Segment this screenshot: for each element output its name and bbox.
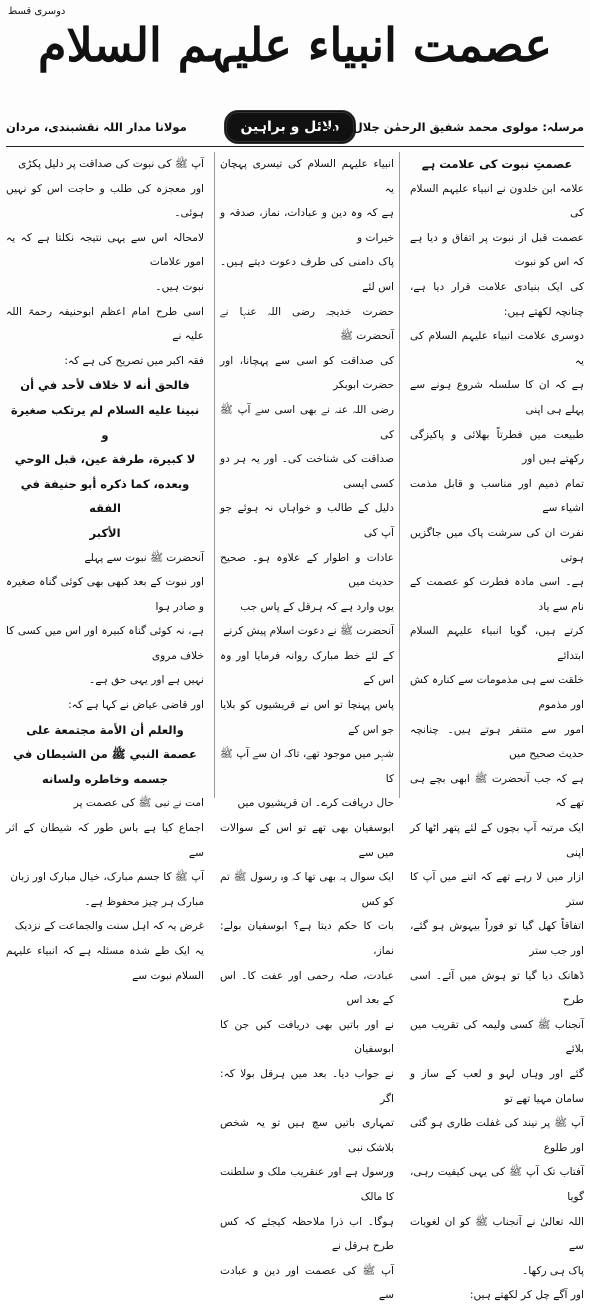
arabic-quote-line: لا كبيرة، طرفة عين، قبل الوحي: [14, 452, 196, 467]
article-line: آپ ﷺ کی نبوت کی صداقت پر دلیل پکڑی: [18, 158, 204, 170]
installment-note: دوسری قسط: [8, 6, 66, 17]
article-line: ورسول ہے اور عنقریب ملک و سلطنت کا مالک: [220, 1166, 394, 1203]
article-line: ہے۔ اسی مادہ فطرت کو عصمت کے نام سے یاد: [410, 576, 584, 613]
article-line: نے جواب دیا۔ بعد میں ہرقل بولا کہ: اگر: [220, 1067, 394, 1105]
article-line: ہے کہ وہ دین و عبادات، نماز، صدقہ و خیرات و: [220, 207, 394, 244]
article-line: دلیل کے طالب و خواہاں نہ ہوئے جو آپ کی: [220, 502, 394, 539]
arabic-quote-line: فالحق أنه لا خلاف لأحد في أن: [20, 378, 190, 393]
article-columns: [6, 152, 584, 1302]
article-line: اور آگے چل کر لکھتے ہیں:: [469, 1289, 584, 1302]
arabic-quote-line: جسمه وخاطره ولسانه: [42, 771, 168, 786]
column-middle: [214, 152, 400, 1302]
column-left: [6, 152, 204, 982]
article-line: ابوسفیان بھی تھے تو اس کے سوالات میں سے: [220, 822, 394, 859]
byline-row: [6, 108, 584, 142]
article-line: پاک دامنی کی طرف دعوت دیتے ہیں۔ اس لئے: [220, 256, 394, 293]
article-line: نفرت ان کی سرشت پاک میں جاگزیں ہوتی: [410, 526, 584, 564]
article-line: نے اور باتیں بھی دریافت کیں جن کا ابوسفیان: [220, 1018, 394, 1056]
article-line: اللہ تعالیٰ نے آنجناب ﷺ کو ان لغویات سے: [410, 1215, 584, 1253]
article-line: لامحالہ اس سے یہی نتیجہ نکلتا ہے کہ یہ امور علامات: [6, 231, 204, 269]
article-line: آنحضرت ﷺ نے دعوت اسلام پیش کرنے: [223, 625, 394, 638]
article-line: اجماع کیا ہے باس طور کہ شیطان کے اثر سے: [6, 822, 204, 859]
section-ribbon: دلائل و براہین: [224, 110, 356, 144]
article-line: امور سے متنفر ہوتے ہیں۔ چنانچہ حدیث صحیح میں: [410, 723, 584, 761]
article-line: ازار میں لا رہے تھے کہ اتنے میں آپ کا ستر: [410, 871, 584, 908]
article-line: رضی اللہ عنہ نے بھی اسی سے آپ ﷺ کی: [220, 403, 394, 441]
article-line: شہر میں موجود تھے، تاکہ ان سے آپ ﷺ کا: [220, 748, 394, 785]
article-line: ڈھانک دیا گیا تو ہوش میں آئے۔ اسی طرح: [410, 969, 584, 1007]
author-byline: مولانا مدار اللہ نقشبندی، مردان: [6, 120, 187, 134]
article-line: ہے، نہ کوئی گناہ کبیرہ اور اس میں کسی کا خلاف مروی: [6, 625, 204, 662]
arabic-quote-line: نبينا عليه السلام لم يرتكب صغيرة و: [10, 402, 200, 442]
article-line: عادات و اطوار کے علاوہ ہو۔ صحیح حدیث میں: [220, 551, 394, 589]
article-line: طبیعت میں فطرتاً بھلائی و پاکیزگی رکھتے ہیں اور: [410, 428, 584, 466]
article-line: آپ ﷺ کا جسم مبارک، خیال مبارک اور زبان: [10, 871, 204, 884]
article-line: حضرت خدیجہ رضی اللہ عنہا نے آنحضرت ﷺ: [220, 305, 394, 343]
article-line: نبوت ہیں۔: [155, 280, 204, 293]
article-line: ہے کہ جب آنحضرت ﷺ ابھی بچے ہی تھے کہ: [410, 772, 584, 810]
article-line: آنحضرت ﷺ نبوت سے پہلے: [84, 551, 204, 564]
article-title: عصمت انبیاء علیہم السلام: [37, 18, 553, 72]
arabic-quote-line: الأكبر: [89, 525, 121, 540]
article-line: دوسری علامت انبیاء علیہم السلام کی یہ: [410, 330, 584, 367]
arabic-quote-line: وبعده، كما ذكره أبو حنيفة في الفقه: [20, 476, 190, 516]
article-line: صداقت کی شناخت کی۔ اور یہ ہر دو کسی ایسی: [220, 453, 394, 490]
article-line: بات کا حکم دیتا ہے؟ ابوسفیان بولے: نماز،: [220, 920, 394, 957]
article-line: تمہاری باتیں سچ ہیں تو یہ شخص بلاشک نبی: [220, 1117, 394, 1154]
arabic-quote-line: والعلم أن الأمة مجتمعة على: [26, 722, 184, 737]
article-line: کے لئے خط مبارک روانہ فرمایا اور وہ اس کے: [220, 649, 394, 687]
article-line: آنجناب ﷺ کسی ولیمہ کی تقریب میں بلائے: [410, 1018, 584, 1056]
article-line: اور قاضی عیاض نے کہا ہے کہ:: [68, 699, 204, 712]
article-line: اور معجزہ کی طلب و حاجت اس کو نہیں ہوئی۔: [6, 182, 204, 220]
article-line: کرتے ہیں، گویا انبیاء علیہم السلام ابتدائے: [410, 625, 584, 662]
column-subhead: عصمتِ نبوت کی علامت ہے: [421, 157, 573, 171]
article-line: آپ ﷺ پر نیند کی غفلت طاری ہو گئی اور طلوع: [410, 1117, 584, 1154]
article-line: انبیاء علیہم السلام کی تیسری پہچان یہ: [220, 158, 394, 195]
article-line: پاک ہی رکھا۔: [522, 1264, 584, 1277]
arabic-quote-line: عصمة النبي ﷺ من الشيطان في: [13, 747, 197, 762]
article-line: یہ ایک طے شدہ مسئلہ ہے کہ انبیاء علیہم السلام نبوت سے: [6, 945, 204, 982]
article-line: ہوگا۔ اب ذرا ملاحظہ کیجئے کہ کس طرح ہرقل نے: [220, 1215, 394, 1253]
article-line: آفتاب تک آپ ﷺ کی یہی کیفیت رہی، گویا: [410, 1166, 584, 1203]
article-line: کی صداقت کو اسی سے پہچانا، اور حضرت ابوبکر: [220, 354, 394, 392]
article-line: گئے اور وہاں لہو و لعب کے ساز و سامان مہیا تھے تو: [410, 1067, 584, 1105]
article-line: اتفاقاً کھل گیا تو فوراً بیہوش ہو گئے، اور جب ستر: [410, 920, 584, 957]
article-line: غرض یہ کہ اہل سنت والجماعت کے نزدیک: [14, 920, 204, 933]
article-line: ایک مرتبہ آپ بچوں کے لئے پتھر اٹھا کر اپنی: [410, 822, 584, 859]
article-line: تمام ذمیم اور مناسب و قابل مذمت اشیاء سے: [410, 477, 584, 515]
article-line: علامہ ابن خلدون نے انبیاء علیہم السلام کی: [410, 182, 584, 220]
article-line: نہیں ہے اور یہی حق ہے۔: [89, 674, 204, 687]
article-line: ہے کہ ان کا سلسلہ شروع ہونے سے پہلے ہی اپنی: [410, 379, 584, 416]
article-line: آپ ﷺ کی عصمت اور دین و عبادت سے: [220, 1264, 394, 1302]
article-line: حال دریافت کرے۔ ان قریشیوں میں: [237, 797, 394, 810]
article-line: امت نے نبی ﷺ کی عصمت پر: [73, 797, 204, 810]
article-line: ایک سوال یہ بھی تھا کہ وہ رسول ﷺ تم کو کس: [220, 871, 394, 908]
article-line: اسی طرح امام اعظم ابوحنیفہ رحمۃ اللہ علیہ نے: [6, 305, 204, 343]
article-line: فقہ اکبر میں تصریح کی ہے کہ:: [64, 354, 204, 367]
article-line: یوں وارد ہے کہ ہرقل کے پاس جب: [240, 600, 394, 613]
article-line: پاس پہنچا تو اس نے قریشیوں کو بلایا جو اس کے: [220, 699, 394, 736]
article-line: عبادت، صلہ رحمی اور عفت کا۔ اس کے بعد اس: [220, 969, 394, 1007]
article-line: عصمت قبل از نبوت پر اتفاق و دیا ہے کہ اس کو نبوت: [410, 231, 584, 269]
header-divider: [6, 146, 584, 147]
article-line: خلقت سے ہی مذمومات سے کنارہ کش اور مذموم: [410, 674, 584, 712]
column-right: [410, 152, 584, 1302]
article-line: کی ایک بنیادی علامت قرار دیا ہے، چنانچہ لکھتے ہیں:: [410, 280, 584, 318]
article-line: مبارک ہر چیز محفوظ ہے۔: [84, 895, 204, 908]
sender-byline: مرسلہ: مولوی محمد شفیق الرحمٰن جلال پوری: [320, 120, 584, 134]
article-line: اور نبوت کے بعد کبھی بھی کوئی گناہ صغیرہ و صادر ہوا: [6, 576, 204, 613]
